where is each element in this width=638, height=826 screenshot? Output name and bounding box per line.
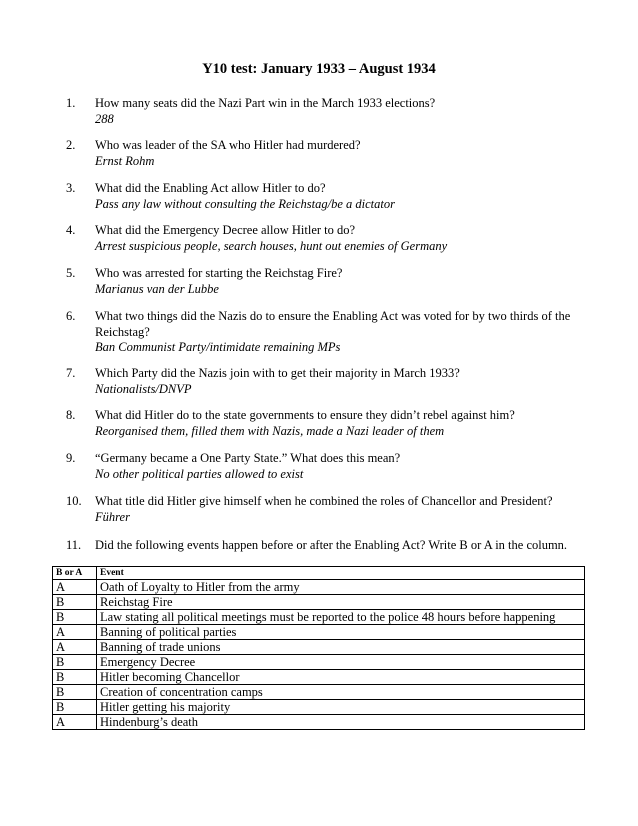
answer-cell: B: [53, 670, 97, 685]
question-number: 8.: [66, 408, 76, 422]
event-cell: Hitler becoming Chancellor: [97, 670, 585, 685]
answer-text: Ban Communist Party/intimidate remaining MPs: [95, 340, 341, 354]
answer-text: Nationalists/DNVP: [95, 381, 192, 396]
question-number: 4.: [66, 223, 76, 237]
question-number: 10.: [66, 494, 82, 508]
table-row: [53, 715, 585, 730]
event-cell: Reichstag Fire: [97, 595, 585, 610]
answer-cell: B: [53, 610, 97, 625]
question-text: Who was leader of the SA who Hitler had murdered?: [95, 138, 361, 152]
event-cell: Hitler getting his majority: [97, 700, 585, 715]
question-text: What two things did the Nazis do to ensure the Enabling Act was voted for by two thirds of the Reichstag?: [95, 309, 571, 339]
question-number: 2.: [66, 138, 76, 152]
question-text: How many seats did the Nazi Part win in the March 1933 elections?: [95, 96, 436, 110]
table-row: [53, 655, 585, 670]
question-text: What title did Hitler give himself when he combined the roles of Chancellor and President?: [95, 494, 553, 508]
question-number: 5.: [66, 266, 76, 280]
table-row: [53, 610, 585, 625]
page-title: Y10 test: January 1933 – August 1934: [202, 61, 436, 77]
event-cell: Emergency Decree: [97, 655, 585, 670]
event-cell: Law stating all political meetings must be reported to the police 48 hours before happening: [97, 610, 585, 625]
table-row: [53, 580, 585, 595]
event-cell: Banning of trade unions: [97, 640, 585, 655]
question-text: Did the following events happen before or after the Enabling Act? Write B or A in the column.: [95, 538, 568, 552]
question-text: What did Hitler do to the state governments to ensure they didn’t rebel against him?: [95, 408, 515, 422]
table-row: [53, 670, 585, 685]
question-text: Which Party did the Nazis join with to get their majority in March 1933?: [95, 366, 460, 380]
column-header-event: Event: [97, 567, 585, 580]
question-number: 11.: [66, 538, 82, 552]
answer-text: Reorganised them, filled them with Nazis, made a Nazi leader of them: [95, 423, 445, 438]
table-row: [53, 700, 585, 715]
answer-text: Ernst Rohm: [95, 153, 155, 168]
question-text: “Germany became a One Party State.” What does this mean?: [95, 451, 401, 465]
answer-cell: A: [53, 580, 97, 595]
question-text: What did the Enabling Act allow Hitler to do?: [95, 181, 326, 195]
table-row: [53, 685, 585, 700]
answer-cell: B: [53, 655, 97, 670]
question-number: 6.: [66, 309, 76, 323]
table-row: [53, 640, 585, 655]
answer-text: Führer: [95, 509, 130, 524]
before-after-table: [52, 566, 585, 730]
answer-text: Arrest suspicious people, search houses, hunt out enemies of Germany: [95, 238, 448, 253]
answer-text: No other political parties allowed to exist: [95, 466, 304, 481]
table-header-row: [53, 567, 585, 580]
answer-cell: A: [53, 625, 97, 640]
answer-text: Marianus van der Lubbe: [95, 281, 219, 296]
event-cell: Hindenburg’s death: [97, 715, 585, 730]
question-number: 1.: [66, 96, 76, 110]
answer-text: Pass any law without consulting the Reichstag/be a dictator: [95, 196, 395, 211]
question-number: 3.: [66, 181, 76, 195]
answer-cell: B: [53, 700, 97, 715]
table-row: [53, 625, 585, 640]
column-header-b-or-a: B or A: [53, 567, 97, 580]
event-cell: Banning of political parties: [97, 625, 585, 640]
event-cell: Oath of Loyalty to Hitler from the army: [97, 580, 585, 595]
question-text: What did the Emergency Decree allow Hitler to do?: [95, 223, 356, 237]
event-cell: Creation of concentration camps: [97, 685, 585, 700]
answer-cell: A: [53, 715, 97, 730]
question-number: 9.: [66, 451, 76, 465]
answer-text: 288: [95, 111, 114, 126]
answer-cell: A: [53, 640, 97, 655]
answer-cell: B: [53, 685, 97, 700]
table-row: [53, 595, 585, 610]
answer-cell: B: [53, 595, 97, 610]
question-text: Who was arrested for starting the Reichstag Fire?: [95, 266, 343, 280]
question-number: 7.: [66, 366, 76, 380]
